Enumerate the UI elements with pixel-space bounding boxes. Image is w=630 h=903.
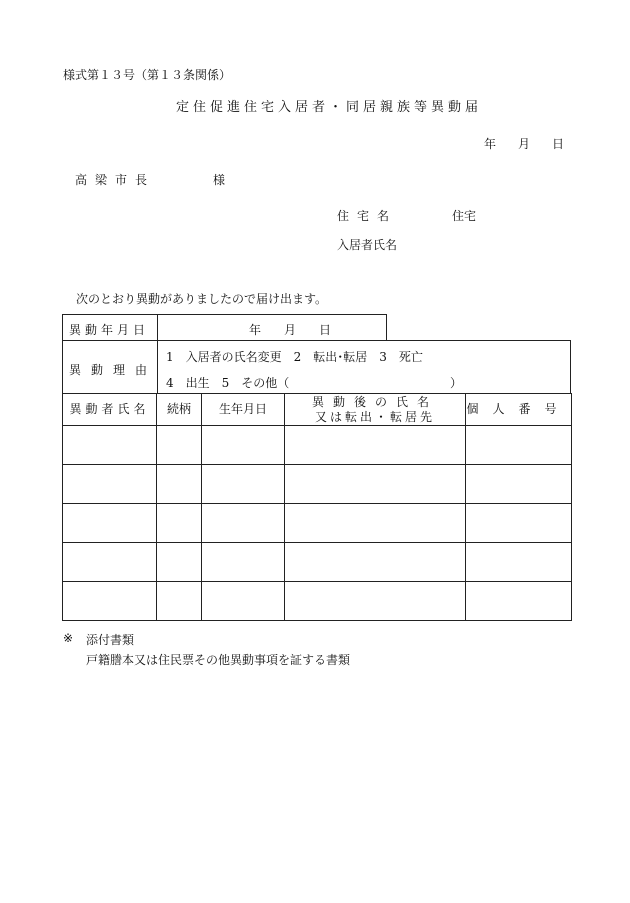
note-text: 戸籍謄本又は住民票その他異動事項を証する書類 [86,653,351,667]
column-header-person [63,394,157,426]
relation-cell[interactable] [157,504,202,543]
column-birthdate-label: 生年月日 [218,402,267,416]
after-cell[interactable] [285,465,466,504]
id-number-cell[interactable] [466,582,572,621]
id-number-cell[interactable] [466,465,572,504]
table-row [63,543,572,582]
reason-other-close: ） [450,376,463,390]
birthdate-cell[interactable] [202,543,285,582]
column-after-line1: 異動後の氏名 [311,394,438,409]
housing-name-suffix: 住宅 [452,209,477,223]
birthdate-cell[interactable] [202,582,285,621]
table-row [63,465,572,504]
after-cell[interactable] [285,543,466,582]
change-date-label: 異動年月日 [69,323,150,337]
reason-box [62,340,571,394]
birthdate-cell[interactable] [202,426,285,465]
person-cell[interactable] [63,543,157,582]
changed-persons-table [62,393,572,621]
after-cell[interactable] [285,426,466,465]
submission-day-label: 日 [552,137,565,151]
reason-options-line1: 1 入居者の氏名変更 2 転出･転居 3 死亡 [166,350,423,364]
after-cell[interactable] [285,582,466,621]
note-mark: ※ [63,631,74,645]
reason-options-line2: 4 出生 5 その他（ [166,376,290,390]
table-row [63,426,572,465]
form-reference: 様式第１３号（第１３条関係） [63,68,232,82]
intro-text: 次のとおり異動がありましたので届け出ます。 [76,292,328,306]
change-month-label: 月 [284,323,297,337]
birthdate-cell[interactable] [202,504,285,543]
column-id-number-label: 個人番号 [466,402,571,416]
column-person-label: 異動者氏名 [69,402,150,416]
submission-month-label: 月 [518,137,531,151]
divider [157,341,158,393]
table-row [63,582,572,621]
relation-cell[interactable] [157,543,202,582]
column-header-relation [157,394,202,426]
submission-year-label: 年 [484,137,497,151]
change-date-box [62,314,387,341]
person-cell[interactable] [63,465,157,504]
column-header-id-number [466,394,572,426]
housing-name-label: 住宅名 [337,209,398,223]
column-after-line2: 又は転出・転居先 [314,409,435,424]
birthdate-cell[interactable] [202,465,285,504]
divider [157,315,158,340]
column-header-after [285,394,466,426]
note-title: 添付書類 [86,633,135,647]
change-day-label: 日 [319,323,332,337]
addressee-honorific: 様 [213,173,226,187]
relation-cell[interactable] [157,426,202,465]
form-title: 定住促進住宅入居者・同居親族等異動届 [176,100,483,115]
reason-label: 異動理由 [69,363,158,377]
change-year-label: 年 [249,323,262,337]
id-number-cell[interactable] [466,426,572,465]
column-header-birthdate [202,394,285,426]
person-cell[interactable] [63,426,157,465]
after-cell[interactable] [285,504,466,543]
person-cell[interactable] [63,504,157,543]
person-cell[interactable] [63,582,157,621]
relation-cell[interactable] [157,582,202,621]
id-number-cell[interactable] [466,543,572,582]
resident-name-label: 入居者氏名 [337,238,398,252]
table-header-row [63,394,572,426]
addressee-name: 高梁市長 [75,173,156,187]
relation-cell[interactable] [157,465,202,504]
table-row [63,504,572,543]
column-relation-label: 続柄 [166,402,191,416]
id-number-cell[interactable] [466,504,572,543]
